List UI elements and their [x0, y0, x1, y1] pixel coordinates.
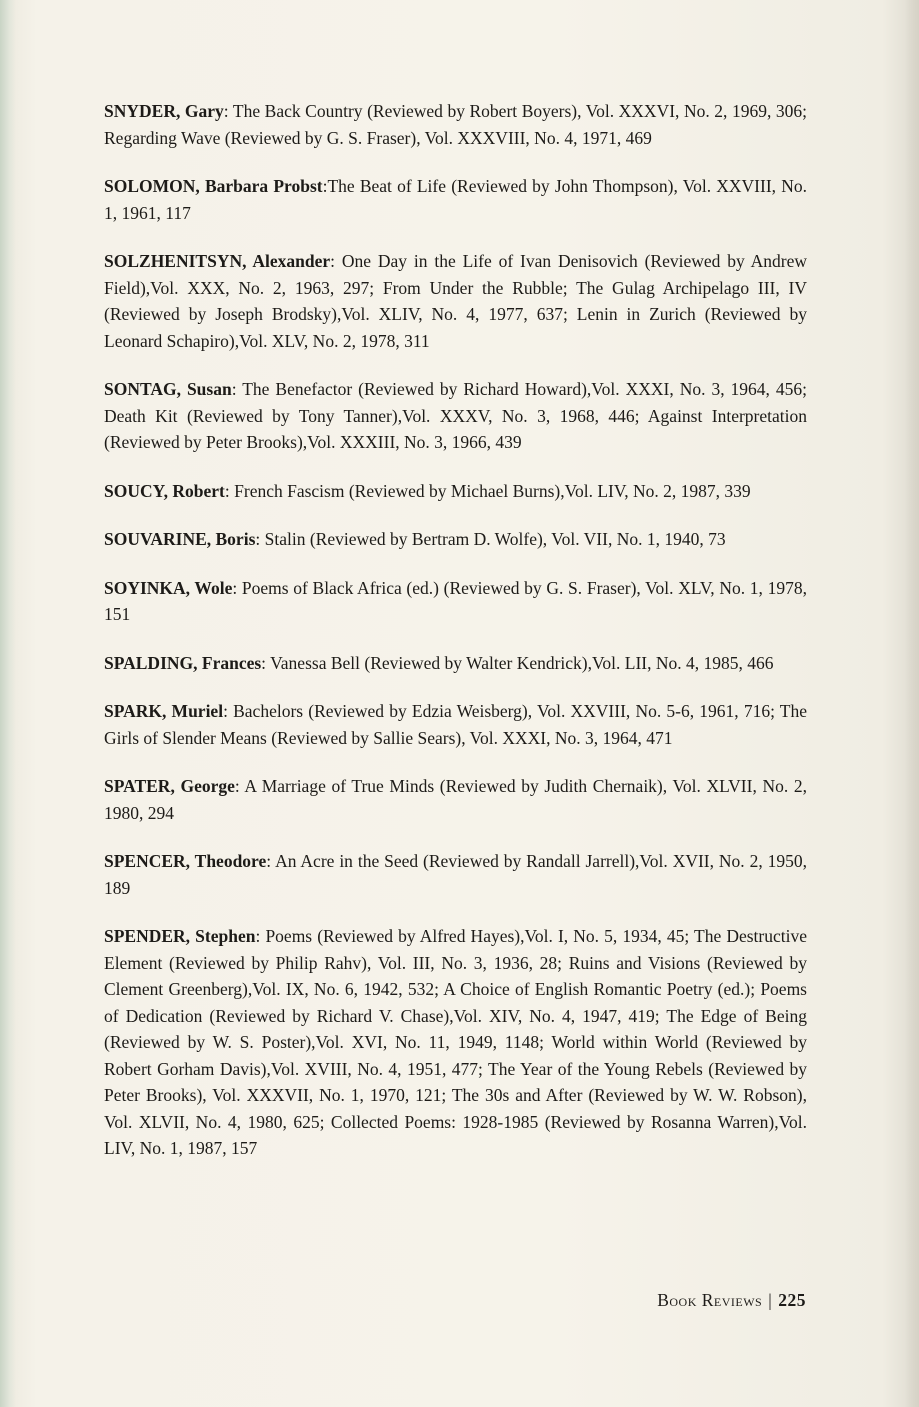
author-name: SOYINKA, Wole	[104, 577, 233, 598]
entry-text: : Poems (Reviewed by Alfred Hayes),Vol. I, No. 5, 1934, 45; The Destructive Element (Reviewed by Philip Rahv), Vol. III, No. 3, 1936, 28; Ruins and Visions (Reviewed by Clement Greenberg),Vol. IX, No. 6, 1942, 532; A Choice of English Romantic Poetry (ed.); Poems of Dedication (Reviewed by Richard V. Chase),Vol. XIV, No. 4, 1947, 419; The Edge of Being (Reviewed by W. S. Poster),Vol. XVI, No. 11, 1949, 1148; World within World (Reviewed by Robert Gorham Davis),Vol. XVIII, No. 4, 1951, 477; The Year of the Young Rebels (Reviewed by Peter Brooks), Vol. XXXVII, No. 1, 1970, 121; The 30s and After (Reviewed by W. W. Robson), Vol. XLVII, No. 4, 1980, 625; Collected Poems: 1928-1985 (Reviewed by Rosanna Warren),Vol. LIV, No. 1, 1987, 157	[104, 926, 807, 1158]
author-name: SNYDER, Gary	[104, 101, 224, 121]
page-number: 225	[778, 1290, 806, 1310]
index-entry	[104, 698, 807, 751]
index-entry	[104, 575, 807, 628]
entry-text: : French Fascism (Reviewed by Michael Burns),Vol. LIV, No. 2, 1987, 339	[224, 480, 751, 501]
index-entry	[104, 478, 807, 505]
entry-text: : A Marriage of True Minds (Reviewed by Judith Chernaik), Vol. XLVII, No. 2, 1980, 294	[104, 776, 807, 823]
author-name: SPALDING, Frances	[104, 652, 262, 673]
author-name: SPARK, Muriel	[104, 701, 224, 721]
author-name: SOLOMON, Barbara Probst	[104, 176, 323, 196]
author-name: SOUVARINE, Boris	[104, 529, 256, 549]
author-name: SONTAG, Susan	[104, 379, 232, 399]
entry-text: : The Back Country (Reviewed by Robert Boyers), Vol. XXXVI, No. 2, 1969, 306; Regarding Wave (Reviewed by G. S. Fraser), Vol. XXXVIII, No. 4, 1971, 469	[104, 101, 808, 148]
entry-text: : An Acre in the Seed (Reviewed by Randall Jarrell),Vol. XVII, No. 2, 1950, 189	[104, 851, 807, 898]
author-name: SPENCER, Theodore	[104, 851, 267, 871]
page-footer	[560, 1290, 806, 1311]
index-entry	[104, 650, 807, 677]
author-name: SOLZHENITSYN, Alexander	[104, 251, 331, 271]
index-entry	[104, 923, 807, 1162]
entry-text: :The Beat of Life (Reviewed by John Thompson), Vol. XXVIII, No. 1, 1961, 117	[104, 176, 807, 223]
entry-text: : Vanessa Bell (Reviewed by Walter Kendrick),Vol. LII, No. 4, 1985, 466	[261, 652, 774, 673]
author-name: SPATER, George	[104, 776, 235, 796]
footer-separator: |	[768, 1290, 773, 1310]
index-entry	[104, 376, 807, 456]
entry-text: : Bachelors (Reviewed by Edzia Weisberg), Vol. XXVIII, No. 5-6, 1961, 716; The Girls of Slender Means (Reviewed by Sallie Sears), Vol. XXXI, No. 3, 1964, 471	[104, 701, 807, 748]
index-entry	[104, 773, 807, 826]
index-entry	[104, 526, 807, 553]
index-entry	[104, 173, 807, 226]
running-footer-title: Book Reviews	[657, 1290, 763, 1310]
entry-text: : One Day in the Life of Ivan Denisovich (Reviewed by Andrew Field),Vol. XXX, No. 2, 1963, 297; From Under the Rubble; The Gulag Archipelago III, IV (Reviewed by Joseph Brodsky),Vol. XLIV, No. 4, 1977, 637; Lenin in Zurich (Reviewed by Leonard Schapiro),Vol. XLV, No. 2, 1978, 311	[104, 251, 807, 351]
page-left-edge	[0, 0, 16, 1407]
entry-text: : Poems of Black Africa (ed.) (Reviewed by G. S. Fraser), Vol. XLV, No. 1, 1978, 151	[104, 577, 807, 624]
author-name: SOUCY, Robert	[104, 480, 225, 501]
page-right-edge	[905, 0, 919, 1407]
entry-text: : The Benefactor (Reviewed by Richard Howard),Vol. XXXI, No. 3, 1964, 456; Death Kit (Reviewed by Tony Tanner),Vol. XXXV, No. 3, 1968, 446; Against Interpretation (Reviewed by Peter Brooks),Vol. XXXIII, No. 3, 1966, 439	[104, 379, 807, 452]
index-entry	[104, 248, 807, 354]
index-entry	[104, 98, 807, 151]
entry-text: : Stalin (Reviewed by Bertram D. Wolfe), Vol. VII, No. 1, 1940, 73	[255, 529, 726, 549]
author-name: SPENDER, Stephen	[104, 926, 256, 946]
index-entry	[104, 848, 807, 901]
index-entries	[104, 98, 807, 1184]
